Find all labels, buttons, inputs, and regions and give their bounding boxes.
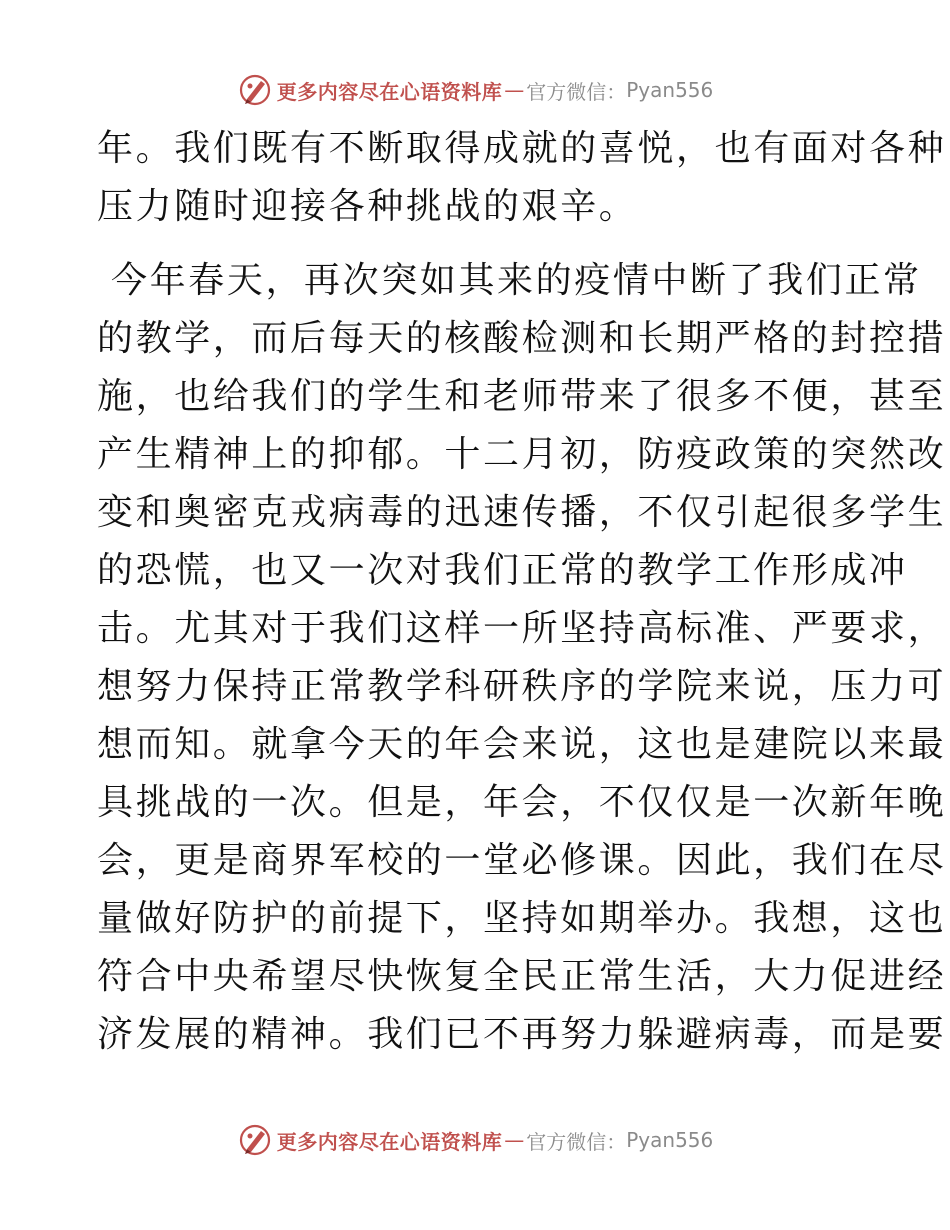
- text-line: 今年春天，再次突如其来的疫情中断了我们正常: [97, 260, 922, 301]
- text-line: 想而知。就拿今天的年会来说，这也是建院以来最: [97, 724, 947, 765]
- text-line: 的教学，而后每天的核酸检测和长期严格的封控措: [97, 318, 947, 359]
- pen-logo-icon: [237, 72, 273, 108]
- pen-logo-icon: [237, 1122, 273, 1158]
- paragraph-spacer: [97, 236, 857, 252]
- text-line: 年。我们既有不断取得成就的喜悦，也有面对各种: [97, 128, 947, 169]
- text-line: 会，更是商界军校的一堂必修课。因此，我们在尽: [97, 840, 947, 881]
- header-dash: —: [504, 78, 525, 102]
- text-line: 量做好防护的前提下，坚持如期举办。我想，这也: [97, 898, 947, 939]
- paragraph-1: [97, 120, 947, 236]
- header-site-text: 更多内容尽在心语资料库: [276, 79, 503, 104]
- footer-wechat-label: 官方微信：: [526, 1129, 627, 1154]
- text-line: 想努力保持正常教学科研秩序的学院来说，压力可: [97, 666, 947, 707]
- text-line: 变和奥密克戎病毒的迅速传播，不仅引起很多学生: [97, 492, 947, 533]
- text-line: 济发展的精神。我们已不再努力躲避病毒，而是要: [97, 1014, 947, 1055]
- text-line: 具挑战的一次。但是，年会，不仅仅是一次新年晚: [97, 782, 947, 823]
- header-wechat-id: Pyan556: [626, 78, 714, 102]
- text-line: 击。尤其对于我们这样一所坚持高标准、严要求，: [97, 608, 947, 649]
- text-line: 符合中央希望尽快恢复全民正常生活，大力促进经: [97, 956, 947, 997]
- footer-dash: —: [504, 1128, 525, 1152]
- footer-wechat-id: Pyan556: [626, 1128, 714, 1152]
- text-line: 压力随时迎接各种挑战的艰辛。: [97, 186, 638, 227]
- header-wechat-label: 官方微信：: [526, 79, 627, 104]
- footer-site-text: 更多内容尽在心语资料库: [276, 1129, 503, 1154]
- text-line: 的恐慌，也又一次对我们正常的教学工作形成冲: [97, 550, 908, 591]
- paragraph-2: [97, 252, 947, 1064]
- header-watermark-banner: [0, 70, 950, 110]
- text-line: 施，也给我们的学生和老师带来了很多不便，甚至: [97, 376, 947, 417]
- text-line: 产生精神上的抑郁。十二月初，防疫政策的突然改: [97, 434, 947, 475]
- document-body: [97, 120, 947, 1064]
- footer-watermark-banner: [0, 1120, 950, 1160]
